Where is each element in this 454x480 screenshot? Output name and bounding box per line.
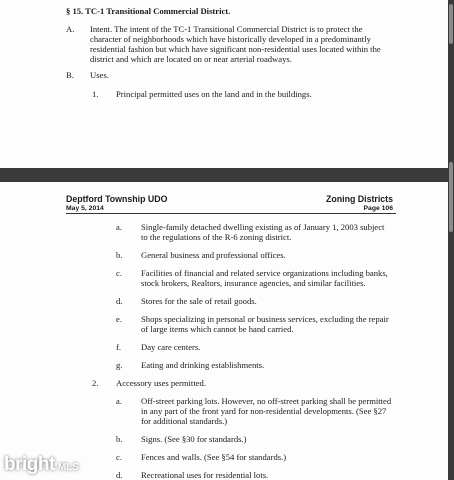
watermark-brand: bright (4, 454, 55, 475)
header-page-number: Page 106 (363, 205, 393, 212)
accessory-uses-heading: Accessory uses permitted. (116, 378, 206, 388)
list-item-letter: b. (116, 250, 123, 260)
document-page-top (0, 0, 448, 168)
list-item: Recreational uses for residential lots. (141, 470, 269, 480)
list-item-letter: e. (116, 314, 122, 324)
list-item: Day care centers. (141, 342, 201, 352)
list-item: General business and professional offices. (141, 250, 286, 260)
list-item: Shops specializing in personal or business services, excluding the repair of large items which cannot be hand carried. (141, 314, 389, 334)
item-letter: B. (66, 70, 74, 80)
item-letter: A. (66, 24, 75, 34)
uses-heading: Uses. (90, 70, 109, 80)
list-item-letter: f. (116, 342, 122, 352)
list-item: Stores for the sale of retail goods. (141, 296, 257, 306)
principal-uses-heading: Principal permitted uses on the land and in the buildings. (116, 89, 312, 99)
list-item-letter: c. (116, 452, 122, 462)
intent-paragraph: Intent. The intent of the TC-1 Transitional Commercial District is to protect the character of neighborhoods which have historically developed in a predominantly residential fashion but which have significant non-residential uses located within the district and which are located on or near arterial roadways. (90, 24, 381, 64)
list-item-letter: d. (116, 296, 123, 306)
list-item-letter: a. (116, 396, 122, 406)
scrollbar-top[interactable] (449, 4, 453, 44)
list-item: Eating and drinking establishments. (141, 360, 265, 370)
watermark-suffix: MLS (57, 462, 79, 473)
list-item: Single-family detached dwelling existing as of January 1, 2003 subject to the regulations of the R-6 zoning district. (141, 222, 385, 242)
list-item: Facilities of financial and related service organizations including banks, stock brokers, Realtors, insurance agencies, and similar facilities. (141, 268, 388, 288)
list-item: Signs. (See §30 for standards.) (141, 434, 247, 444)
scrollbar-bottom[interactable] (449, 162, 453, 232)
header-title-right: Zoning Districts (326, 194, 393, 204)
section-heading: § 15. TC-1 Transitional Commercial District. (66, 6, 231, 16)
list-item-letter: a. (116, 222, 122, 232)
header-title-left: Deptford Township UDO (66, 194, 168, 204)
list-item-letter: d. (116, 470, 123, 480)
document-page-bottom (0, 182, 448, 480)
header-rule (66, 213, 396, 214)
list-item-letter: c. (116, 268, 122, 278)
brand-watermark (4, 454, 79, 476)
list-item-letter: g. (116, 360, 123, 370)
list-item: Fences and walls. (See §54 for standards.) (141, 452, 287, 462)
item-number: 1. (92, 89, 99, 99)
list-item-letter: b. (116, 434, 123, 444)
item-number: 2. (92, 378, 99, 388)
list-item: Off-street parking lots. However, no off-street parking shall be permitted in any part of the front yard for non-residential developments. (See §27 for additional standards.) (141, 396, 392, 426)
header-date: May 5, 2014 (66, 205, 104, 212)
